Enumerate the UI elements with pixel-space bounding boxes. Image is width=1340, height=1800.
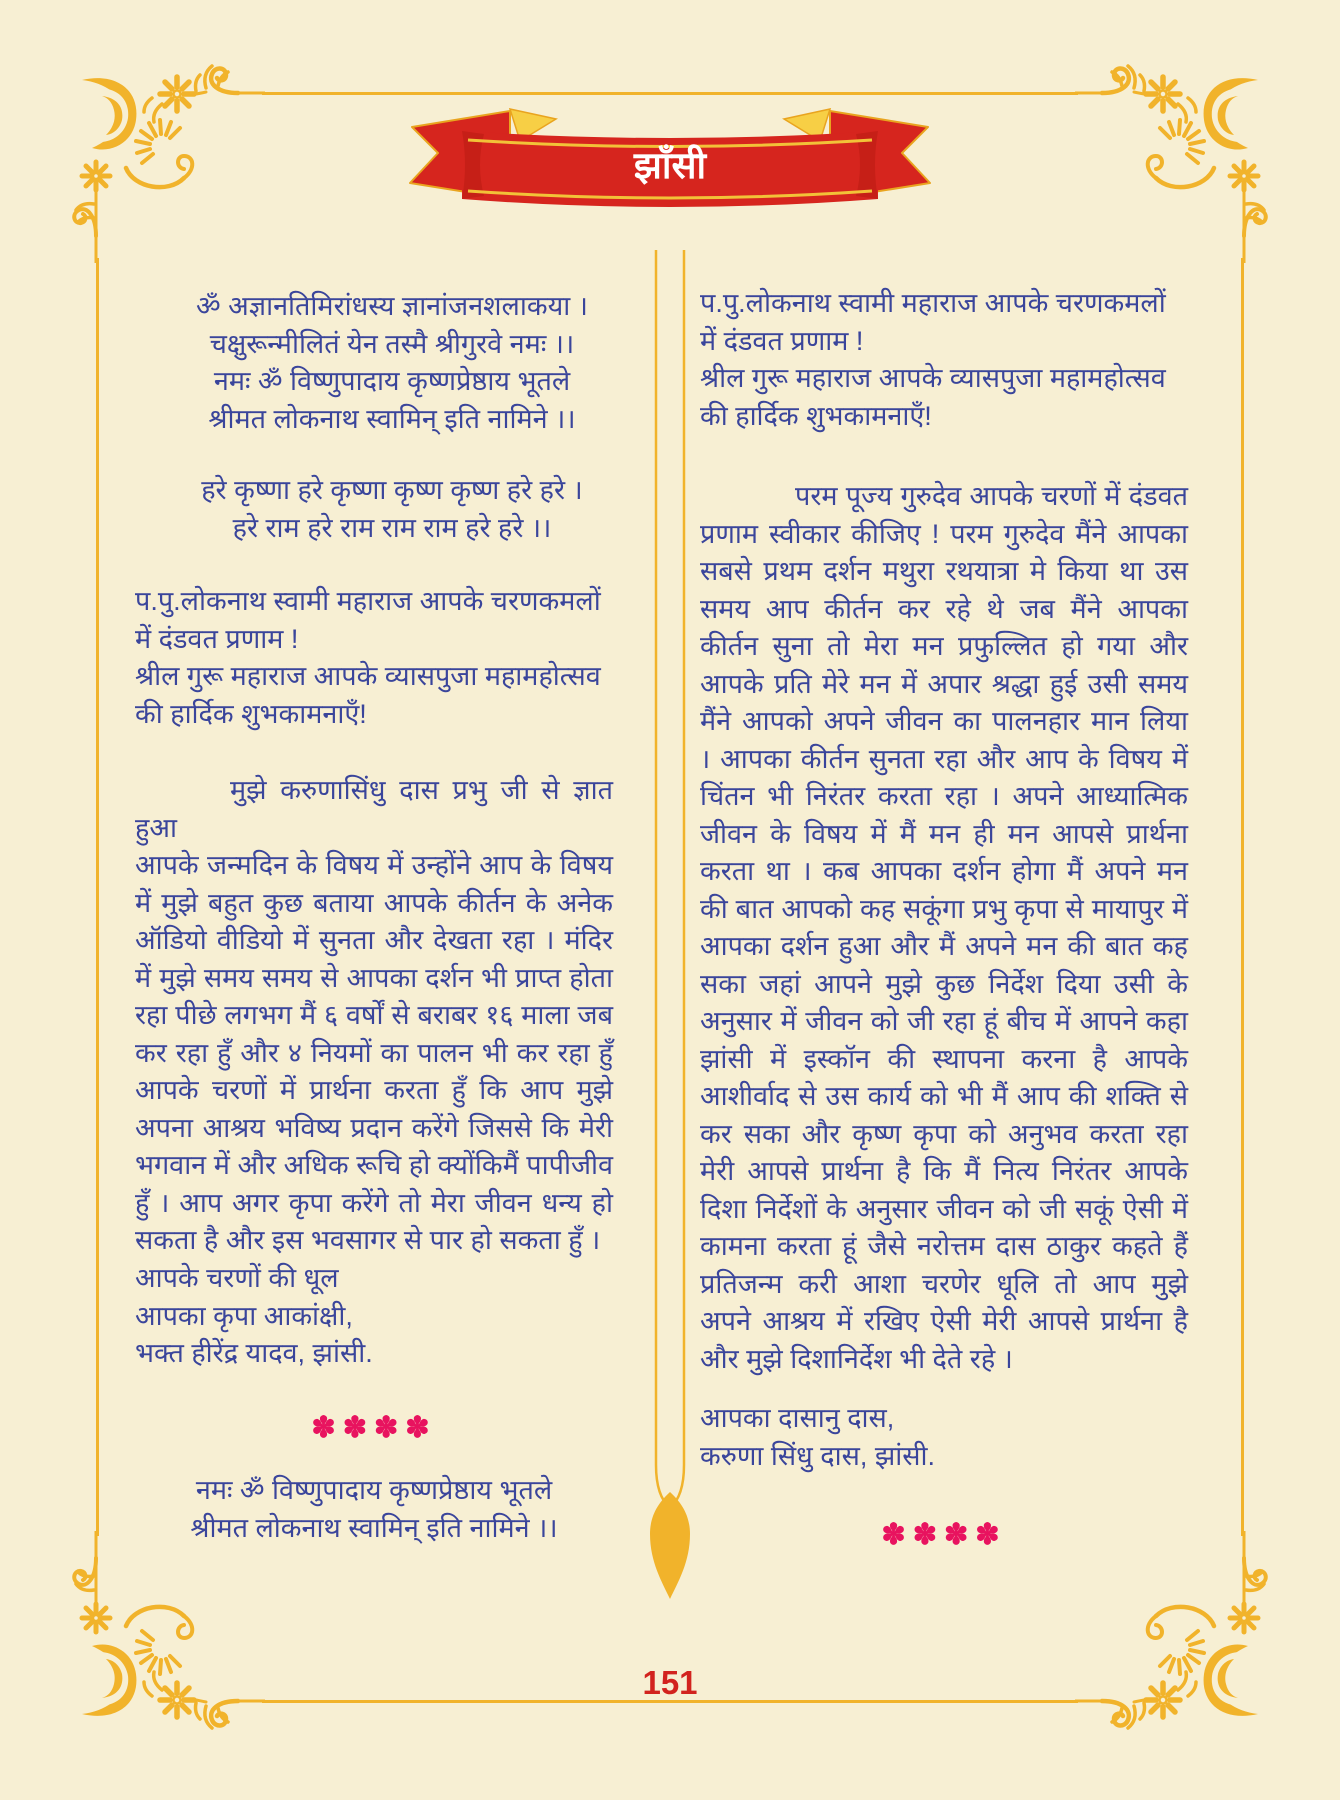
corner-ornament-top-right-icon <box>1075 28 1310 263</box>
hare-krishna-mantra: हरे कृष्णा हरे कृष्णा कृष्ण कृष्ण हरे हरे । हरे राम हरे राम राम राम हरे हरे ।। <box>201 475 583 543</box>
letter-body-right: परम पूज्य गुरुदेव आपके चरणों में दंडवत प्रणाम स्वीकार कीजिए ! परम गुरुदेव मैंने आपका सबसे प्रथम दर्शन मथुरा रथयात्रा मे किया था उस समय आप कीर्तन कर रहे थे जब मैंने आपका कीर्तन सुना तो मेरा मन प्रफुल्लित हो गया और आपके प्रति मेरे मन में अपार श्रद्धा हुई उसी समय मैंने आपको अपने जीवन का पालनहार मान लिया । आपका कीर्तन सुनता रहा और आप के विषय में चिंतन भी निरंतर करता रहा । अपने आध्यात्मिक जीवन के विषय में मैं मन ही मन आपसे प्रार्थना करता था । कब आपका दर्शन होगा मैं अपने मन की बात आपको कह सकूंगा प्रभु कृपा से मायापुर में आपका दर्शन हुआ और मैं अपने मन की बात कह सका जहां आपने मुझे कुछ निर्देश दिया उसी के अनुसार में जीवन को जी रहा हूं बीच में आपने कहा झांसी में इस्कॉन की स्थापना करना है आपके आशीर्वाद से उस कार्य को भी मैं आप की शक्ति से कर सका और कृष्ण कृपा को अनुभव करता रहा मेरी आपसे प्रार्थना है कि मैं नित्य निरंतर आपके दिशा निर्देशों के अनुसार जीवन को जी सकूं ऐसी में कामना करता हूं जैसे नरोत्तम दास ठाकुर कहते हैं प्रतिजन्म करी आशा चरणेर धूलि तो आप मुझे अपने आश्रय में रखिए ऐसी मेरी आपसे प्रार्थना है और मुझे दिशानिर्देश भी देते रहे । <box>700 481 1188 1374</box>
section-separator-left: ✽✽✽✽ <box>311 1412 437 1444</box>
signature-left: आपके चरणों की धूल आपका कृपा आकांक्षी, भक्त हीरेंद्र यादव, झांसी. <box>135 1263 373 1368</box>
page-number: 151 <box>642 1664 698 1701</box>
pen-nib-icon <box>650 1492 690 1599</box>
right-column <box>700 285 1188 1705</box>
frame-border-top <box>262 92 1078 95</box>
frame-border-left <box>96 258 99 1536</box>
signature-right: आपका दासानु दास, करुणा सिंधु दास, झांसी. <box>700 1403 935 1471</box>
banner-title: झाँसी <box>633 145 707 186</box>
frame-border-right <box>1241 258 1244 1536</box>
letter-body-left: मुझे करुणासिंधु दास प्रभु जी से ज्ञात हुआ आपके जन्मदिन के विषय में उन्होंने आप के विषय में मुझे बहुत कुछ बताया आपके कीर्तन के अनेक ऑडियो वीडियो में सुनता और देखता रहा । मंदिर में मुझे समय समय से आपका दर्शन भी प्राप्त होता रहा पीछे लगभग मैं ६ वर्षों से बराबर १६ माला जब कर रहा हुँ और ४ नियमों का पालन भी कर रहा हुँ आपके चरणों में प्रार्थना करता हुँ कि आप मुझे अपना आश्रय भविष्य प्रदान करेंगे जिससे कि मेरी भगवान में और अधिक रूचि हो क्योंकिमैं पापीजीव हुँ । आप अगर कृपा करेंगे तो मेरा जीवन धन्य हो सकता है और इस भवसागर से पार हो सकता हुँ । <box>135 775 613 1255</box>
title-ribbon <box>398 104 942 218</box>
salutation-right: प.पु.लोकनाथ स्वामी महाराज आपके चरणकमलों में दंडवत प्रणाम ! श्रील गुरू महाराज आपके व्यासपुजा महामहोत्सव की हार्दिक शुभकामनाएँ! <box>700 288 1166 431</box>
column-divider <box>640 250 700 1600</box>
salutation-left: प.पु.लोकनाथ स्वामी महाराज आपके चरणकमलों में दंडवत प्रणाम ! श्रील गुरू महाराज आपके व्यासपुजा महामहोत्सव की हार्दिक शुभकामनाएँ! <box>135 586 601 729</box>
section-separator-right: ✽✽✽✽ <box>881 1519 1007 1551</box>
invocation-shloka: ॐ अज्ञानतिमिरांधस्य ज्ञानांजनशलाकया । चक्षुरून्मीलितं येन तस्मै श्रीगुरवे नमः ।। नमः ॐ विष्णुपादाय कृष्णप्रेष्ठाय भूतले श्रीमत लोकनाथ स्वामिन् इति नामिने ।। <box>196 291 588 434</box>
corner-ornament-top-left-icon <box>30 28 265 263</box>
closing-shloka: नमः ॐ विष्णुपादाय कृष्णप्रेष्ठाय भूतले श्रीमत लोकनाथ स्वामिन् इति नामिने ।। <box>190 1475 558 1543</box>
left-column <box>135 288 613 1708</box>
